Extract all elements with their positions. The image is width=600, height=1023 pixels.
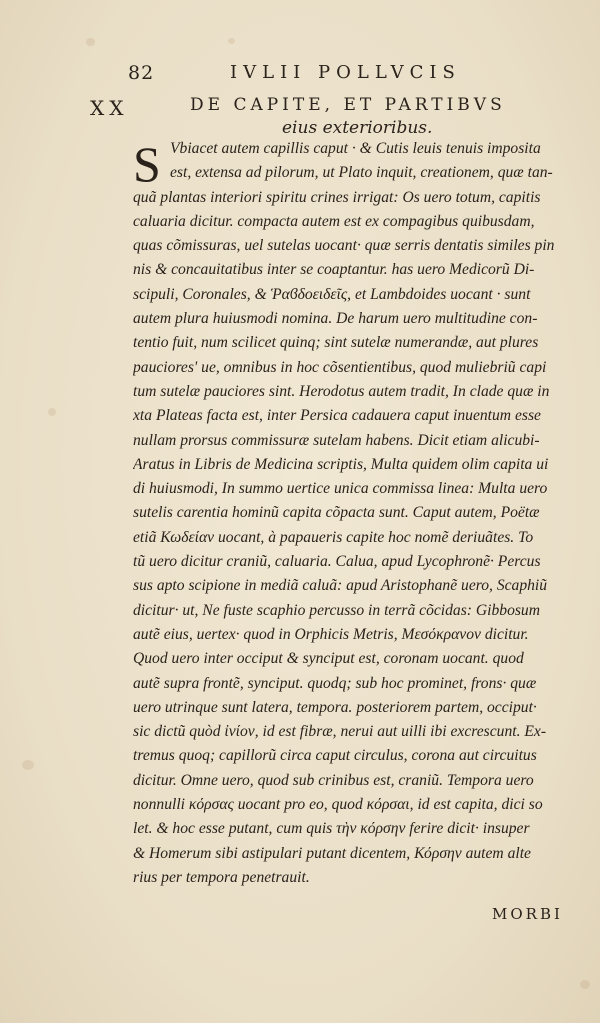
text-line: dicitur. Omne uero, quod sub crinibus est, craniũ. Tempora uero <box>133 771 534 789</box>
text-line: dicitur· ut, Ne fuste scaphio percusso in terrã cõcidas: Gibbosum <box>133 601 540 619</box>
text-line: quã plantas interiori spiritu crines irrigat: Os uero totum, capitis <box>133 188 541 206</box>
text-line: tum sutelæ pauciores sint. Herodotus autem tradit, In clade quæ in <box>133 382 550 400</box>
text-line: Aratus in Libris de Medicina scriptis, Multa quidem olim capita ui <box>133 455 549 473</box>
text-line: Vbiacet autem capillis caput · & Cutis leuis tenuis imposita <box>170 140 541 157</box>
text-line: pauciores' ue, omnibus in hoc cõsentientibus, quod muliebriũ capi <box>133 358 547 376</box>
chapter-subtitle: eius exterioribus. <box>282 118 433 138</box>
text-line: scipuli, Coronales, & Ῥαϐδοειδεῖς, et Lambdoides uocant · sunt <box>133 285 531 303</box>
text-line: Quod uero inter occiput & synciput est, coronam uocant. quod <box>133 650 524 668</box>
text-line: est, extensa ad pilorum, ut Plato inquit, creationem, quæ tan- <box>170 164 553 182</box>
text-line: uero utrinque sunt latera, tempora. posteriorem partem, occiput· <box>133 698 537 716</box>
text-line: quas cõmissuras, uel sutelas uocant· quæ serris dentatis similes pin <box>133 237 555 255</box>
text-line: rius per tempora penetrauit. <box>133 868 310 886</box>
text-line: autẽ supra frontẽ, synciput. quodq; sub hoc prominet, frons· quæ <box>133 674 537 692</box>
text-line: sus apto scipione in mediã caluã: apud Aristophanẽ uero, Scaphiũ <box>133 577 548 595</box>
paper-stain <box>580 980 590 989</box>
text-line: di huiusmodi, In summo uertice unica commissa linea: Multa uero <box>133 480 548 498</box>
page-header <box>0 62 600 92</box>
running-head: IVLII POLLVCIS <box>230 62 461 83</box>
text-line: tũ uero dicitur craniũ, caluaria. Calua, apud Lycophronẽ· Percus <box>133 553 541 571</box>
text-line: sic dictũ quòd ἰνίον, id est fibræ, nerui aut uilli ibi excrescunt. Ex- <box>133 723 547 741</box>
text-line: let. & hoc esse putant, cum quis τὴν κόρσην ferire dicit· insuper <box>133 820 530 838</box>
text-line: caluaria dicitur. compacta autem est ex compagibus quibusdam, <box>133 212 535 230</box>
text-line: xta Plateas facta est, inter Persica cadauera caput inuentum esse <box>133 407 541 425</box>
text-line: tentio fuit, num scilicet quinq; sint sutelæ numerandæ, aut plures <box>133 334 539 352</box>
text-line: & Homerum sibi astipulari putant dicentem, Κόρσην autem alte <box>133 844 531 862</box>
paper-stain <box>22 760 34 770</box>
text-line: autẽ eius, uertex· quod in Orphicis Metris, Μεσόκρανον dicitur. <box>133 625 529 643</box>
chapter-number: XX <box>90 96 129 120</box>
text-line: autem plura huiusmodi nomina. De harum uero multitudine con- <box>133 310 538 328</box>
text-line: nullam prorsus commissuræ sutelam habens. Dicit etiam alicubi- <box>133 431 540 449</box>
body-text <box>133 137 573 890</box>
paper-stain <box>48 408 56 416</box>
paper-stain <box>228 38 235 44</box>
drop-cap: S <box>133 136 161 192</box>
text-line: etiã Κωδείαν uocant, à papaueris capite hoc nomẽ deriuãtes. To <box>133 528 534 546</box>
page-number: 82 <box>128 62 155 84</box>
paper-stain <box>86 38 95 46</box>
text-line: nis & concauitatibus inter se coaptantur. has uero Medicorũ Di- <box>133 261 535 279</box>
text-line: sutelis carentia hominũ capita cõpacta sunt. Caput autem, Poëtæ <box>133 504 540 522</box>
text-line: tremus quoq; capillorũ circa caput circulus, corona aut circuitus <box>133 747 537 765</box>
text-line: nonnulli κόρσας uocant pro eo, quod κόρσαι, id est capita, dici so <box>133 796 543 814</box>
catchword: MORBI <box>492 905 563 923</box>
chapter-title: DE CAPITE, ET PARTIBVS <box>190 95 506 115</box>
